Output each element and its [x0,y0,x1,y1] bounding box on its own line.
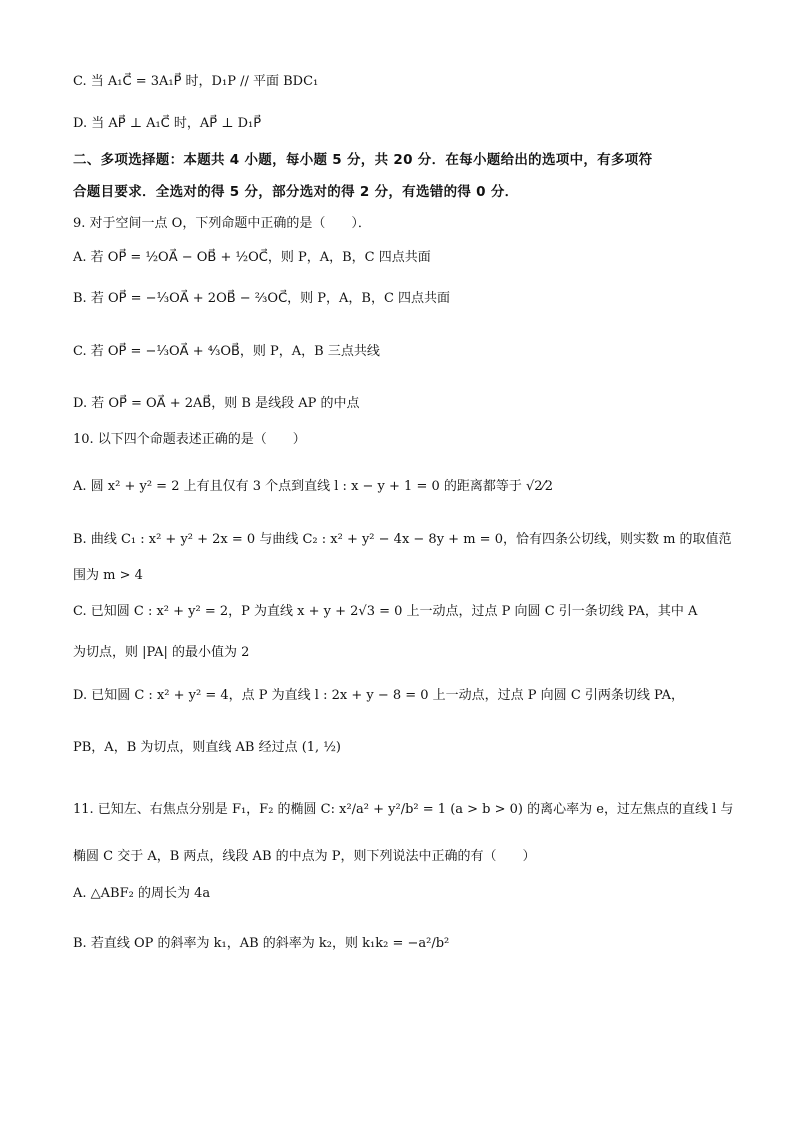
question-10-option-a: A. 圆 x² + y² = 2 上有且仅有 3 个点到直线 l : x − y + 1 = 0 的距离都等于 √2⁄2 [73,479,554,494]
option-d-q8: D. 当 AP⃗ ⊥ A₁C⃗ 时，AP⃗ ⊥ D₁P⃗ [73,116,262,131]
question-11-stem-line2: 椭圆 C 交于 A，B 两点，线段 AB 的中点为 P，则下列说法中正确的有（ ） [73,849,536,864]
question-11-option-b: B. 若直线 OP 的斜率为 k₁，AB 的斜率为 k₂，则 k₁k₂ = −a²/b² [73,936,450,951]
question-10-option-c-line2: 为切点，则 |PA| 的最小值为 2 [73,645,250,660]
question-9-option-a: A. 若 OP⃗ = ½OA⃗ − OB⃗ + ½OC⃗，则 P，A，B，C 四点共面 [73,250,431,265]
question-10-option-d-line1: D. 已知圆 C : x² + y² = 4，点 P 为直线 l : 2x + y − 8 = 0 上一动点，过点 P 向圆 C 引两条切线 PA， [73,688,684,703]
option-c-q8: C. 当 A₁C⃗ = 3A₁P⃗ 时，D₁P // 平面 BDC₁ [73,74,319,89]
section-two-heading: 二、多项选择题：本题共 4 小题，每小题 5 分，共 20 分．在每小题给出的选项中，有多项符 [73,152,653,168]
question-9-option-b: B. 若 OP⃗ = −⅓OA⃗ + 2OB⃗ − ⅔OC⃗，则 P，A，B，C 四点共面 [73,291,451,306]
question-10-option-d-line2: PB，A，B 为切点，则直线 AB 经过点 (1, ½) [73,740,341,755]
question-9-option-c: C. 若 OP⃗ = −⅓OA⃗ + ⁴⁄₃OB⃗，则 P，A，B 三点共线 [73,344,380,359]
section-two-instructions: 合题目要求．全选对的得 5 分，部分选对的得 2 分，有选错的得 0 分． [73,184,519,200]
question-11-stem-line1: 11. 已知左、右焦点分别是 F₁，F₂ 的椭圆 C: x²/a² + y²/b² = 1 (a > b > 0) 的离心率为 e，过左焦点的直线 l 与 [73,802,734,817]
question-10-option-b-line2: 围为 m > 4 [73,568,143,583]
question-9-option-d: D. 若 OP⃗ = OA⃗ + 2AB⃗，则 B 是线段 AP 的中点 [73,396,360,411]
question-10-stem: 10. 以下四个命题表述正确的是（ ） [73,432,306,447]
question-10-option-c-line1: C. 已知圆 C : x² + y² = 2，P 为直线 x + y + 2√3 = 0 上一动点，过点 P 向圆 C 引一条切线 PA，其中 A [73,604,698,619]
question-9-stem: 9. 对于空间一点 O，下列命题中正确的是（ ）． [73,216,371,231]
question-10-option-b-line1: B. 曲线 C₁ : x² + y² + 2x = 0 与曲线 C₂ : x² + y² − 4x − 8y + m = 0，恰有四条公切线，则实数 m 的取值范 [73,532,732,547]
question-11-option-a: A. △ABF₂ 的周长为 4a [73,886,211,901]
